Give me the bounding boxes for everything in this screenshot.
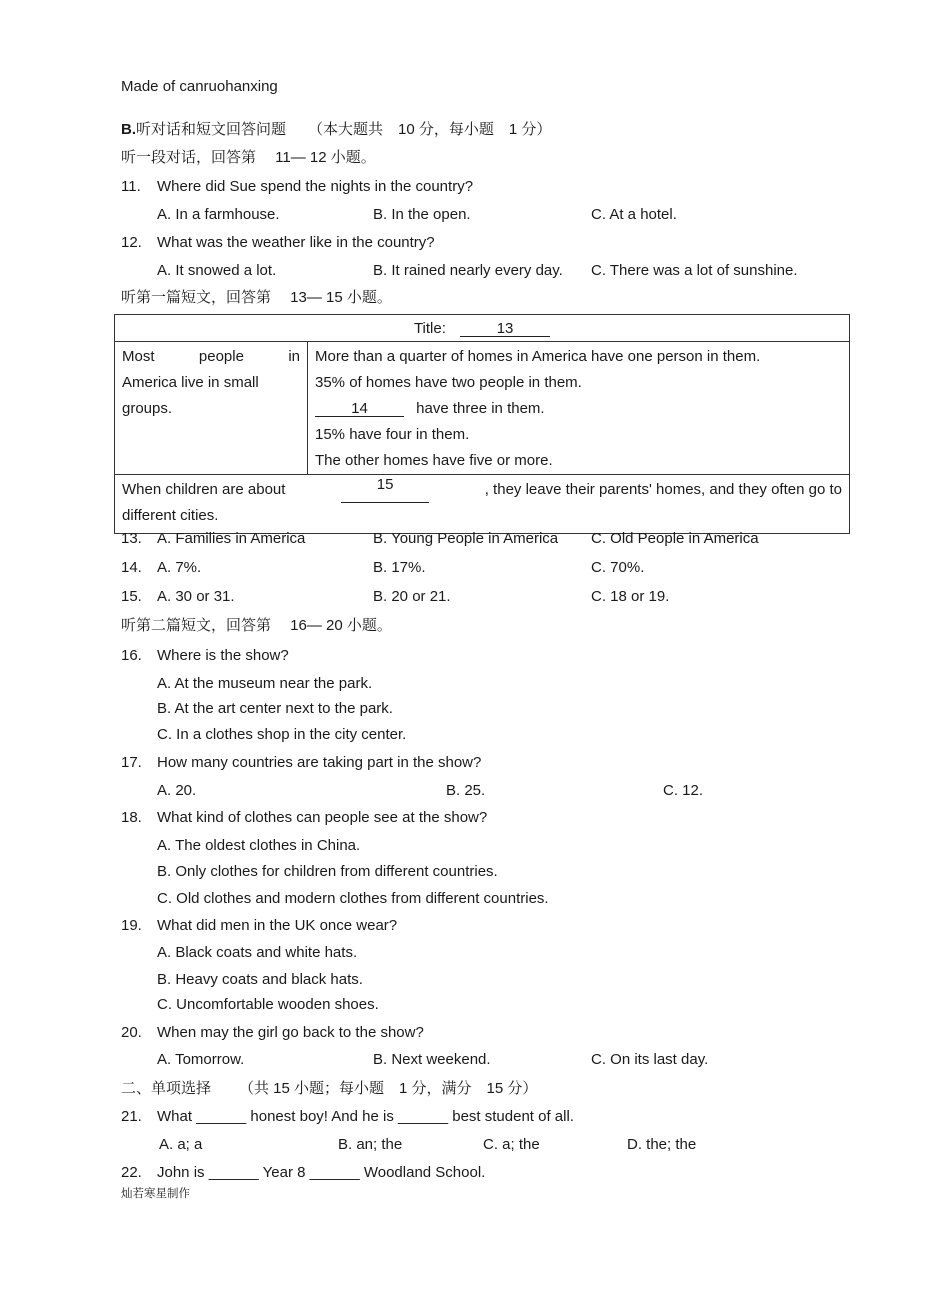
section-2-heading [121,1077,537,1098]
right-line-4: 15% have four in them. [315,426,470,443]
question-text: Where did Sue spend the nights in the country? [157,178,474,195]
q20-option-a[interactable]: A. Tomorrow. [157,1051,245,1068]
question-number: 19. [121,917,142,934]
blank-15[interactable]: 15 [341,477,429,503]
q21-option-a[interactable]: A. a; a [159,1136,203,1153]
q18-option-c[interactable]: C. Old clothes and modern clothes from different countries. [157,890,549,907]
footer-note: 灿若寒星制作 [121,1188,190,1200]
header-note: Made of canruohanxing [121,78,278,95]
q16-option-b[interactable]: B. At the art center next to the park. [157,700,393,717]
question-number: 12. [121,234,142,251]
question-17 [121,754,481,771]
bottom-line-2: different cities. [122,507,219,524]
blank-14[interactable]: 14 [315,401,404,417]
section-2-title: 二、单项选择 [121,1080,212,1097]
section-b-scoring: （本大题共 10 分，每小题 1 分） [308,121,552,138]
q12-option-a[interactable]: A. It snowed a lot. [157,262,277,279]
question-number: 13. [121,530,142,547]
q17-option-b[interactable]: B. 25. [446,782,486,799]
q11-option-c[interactable]: C. At a hotel. [591,206,677,223]
question-21 [121,1108,574,1125]
question-20 [121,1024,424,1041]
q14-option-b[interactable]: B. 17%. [373,559,426,576]
question-11 [121,178,473,195]
question-14 [121,559,157,576]
question-13 [121,530,157,547]
q12-option-c[interactable]: C. There was a lot of sunshine. [591,262,798,279]
right-line-1: More than a quarter of homes in America have one person in them. [315,348,761,365]
right-line-5: The other homes have five or more. [315,452,553,469]
q19-option-c[interactable]: C. Uncomfortable wooden shoes. [157,996,379,1013]
question-text: What was the weather like in the country? [157,234,435,251]
right-line-3 [315,396,842,422]
q17-option-c[interactable]: C. 12. [663,782,704,799]
section-b-heading [121,118,551,139]
q20-option-b[interactable]: B. Next weekend. [373,1051,491,1068]
q11-option-a[interactable]: A. In a farmhouse. [157,206,280,223]
left-word: in [288,348,300,365]
right-line-3-text: have three in them. [416,400,545,417]
bottom-text-after: , they leave their parents' homes, and they often go to [484,481,842,498]
left-word: people [198,348,244,365]
q14-option-a[interactable]: A. 7%. [157,559,202,576]
question-text: When may the girl go back to the show? [157,1024,424,1041]
q18-option-a[interactable]: A. The oldest clothes in China. [157,837,361,854]
question-number: 11. [121,178,141,195]
q15-option-c[interactable]: C. 18 or 19. [591,588,670,605]
dialogue-intro: 听一段对话，回答第 11— 12 小题。 [121,149,376,166]
question-text: What ______ honest boy! And he is ______ best student of all. [157,1108,574,1125]
q18-option-b[interactable]: B. Only clothes for children from different countries. [157,863,498,880]
q19-option-b[interactable]: B. Heavy coats and black hats. [157,971,363,988]
question-number: 21. [121,1108,142,1125]
section-2-scoring: （共 15 小题；每小题 1 分，满分 15 分） [239,1080,538,1097]
q21-option-c[interactable]: C. a; the [483,1136,540,1153]
question-number: 18. [121,809,142,826]
q17-option-a[interactable]: A. 20. [157,782,197,799]
right-line-2: 35% of homes have two people in them. [315,374,582,391]
question-19 [121,917,397,934]
left-line-1 [122,344,300,370]
table-bottom-cell [115,475,850,534]
q16-option-c[interactable]: C. In a clothes shop in the city center. [157,726,407,743]
table-title-label: Title: [413,319,446,337]
question-number: 14. [121,559,142,576]
passage1-intro: 听第一篇短文，回答第 13— 15 小题。 [121,289,392,306]
q21-option-d[interactable]: D. the; the [627,1136,697,1153]
table-right-cell [308,342,850,475]
q13-option-b[interactable]: B. Young People in America [373,530,559,547]
q19-option-a[interactable]: A. Black coats and white hats. [157,944,358,961]
q13-option-c[interactable]: C. Old People in America [591,530,759,547]
question-12 [121,234,435,251]
question-text: How many countries are taking part in the show? [157,754,482,771]
q13-option-a[interactable]: A. Families in America [157,530,306,547]
left-word: Most [122,348,155,365]
q12-option-b[interactable]: B. It rained nearly every day. [373,262,563,279]
bottom-line-1 [122,477,842,503]
passage-table [114,314,850,534]
question-text: What kind of clothes can people see at the show? [157,809,488,826]
question-number: 15. [121,588,142,605]
question-15 [121,588,157,605]
passage2-intro: 听第二篇短文，回答第 16— 20 小题。 [121,617,392,634]
question-number: 17. [121,754,142,771]
blank-13[interactable]: 13 [460,321,550,337]
question-16 [121,647,289,664]
question-number: 16. [121,647,142,664]
question-number: 22. [121,1164,142,1181]
q21-option-b[interactable]: B. an; the [338,1136,403,1153]
question-18 [121,809,487,826]
question-text: Where is the show? [157,647,289,664]
q11-option-b[interactable]: B. In the open. [373,206,471,223]
bottom-text-before: When children are about [122,481,286,498]
table-title-cell [115,315,850,342]
question-number: 20. [121,1024,142,1041]
question-22 [121,1164,485,1181]
table-left-cell [115,342,308,475]
q15-option-a[interactable]: A. 30 or 31. [157,588,235,605]
section-b-title: 听对话和短文回答问题 [136,121,287,138]
q15-option-b[interactable]: B. 20 or 21. [373,588,451,605]
q14-option-c[interactable]: C. 70%. [591,559,645,576]
left-line-2: America live in small [122,374,259,391]
question-text: What did men in the UK once wear? [157,917,398,934]
left-line-3: groups. [122,400,173,417]
question-text: John is ______ Year 8 ______ Woodland School. [157,1164,486,1181]
section-b-label: B. [121,121,136,138]
q16-option-a[interactable]: A. At the museum near the park. [157,675,373,692]
q20-option-c[interactable]: C. On its last day. [591,1051,709,1068]
